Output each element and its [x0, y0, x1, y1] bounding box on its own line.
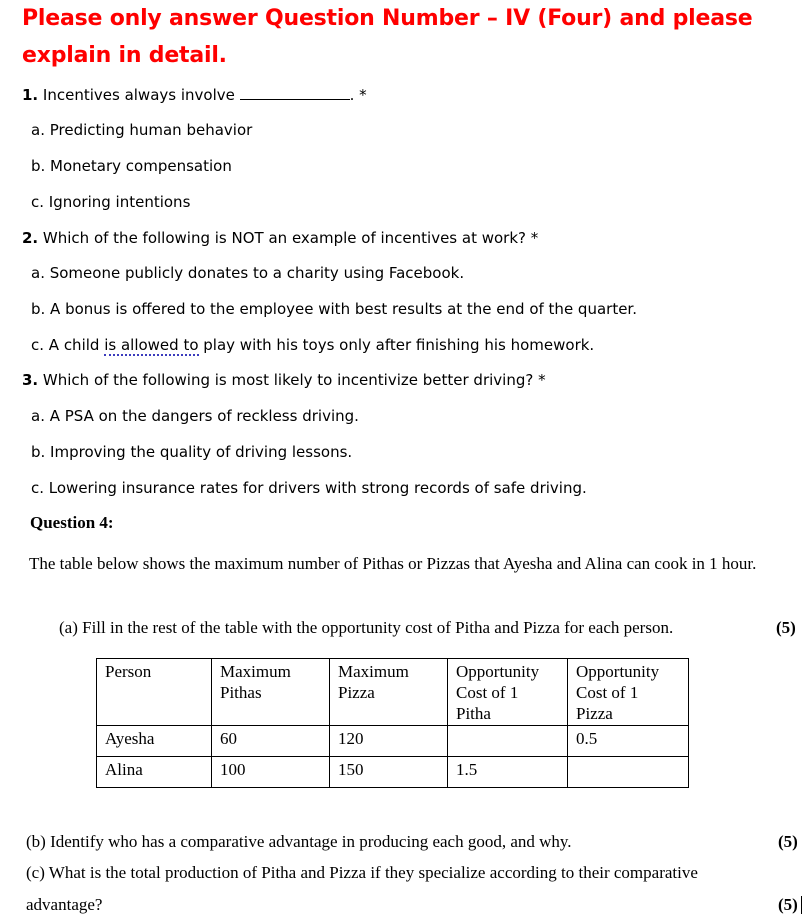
question-2-option-a: a. Someone publicly donates to a charity using Facebook. — [31, 264, 465, 282]
question-2-number: 2. — [22, 229, 39, 247]
question-1-number: 1. — [22, 86, 39, 104]
question-2 — [22, 228, 538, 248]
question-2-option-b: b. A bonus is offered to the employee with best results at the end of the quarter. — [31, 300, 637, 318]
question-4-title: Question 4: — [30, 513, 114, 532]
part-b-marks: (5) — [778, 832, 798, 851]
cell-person: Ayesha — [97, 726, 212, 757]
part-a-marks: (5) — [776, 618, 796, 637]
question-3-text: Which of the following is most likely to incentivize better driving? * — [42, 371, 546, 389]
cell-person: Alina — [97, 757, 212, 788]
question-1-option-a: a. Predicting human behavior — [31, 121, 253, 139]
header-oc-pizza: Opportunity Cost of 1 Pizza — [568, 659, 689, 726]
question-1-option-c: c. Ignoring intentions — [31, 193, 191, 211]
text-cursor — [801, 896, 802, 914]
question-2-option-c-start: c. A child — [31, 336, 105, 354]
question-1-suffix: . * — [349, 86, 367, 104]
instruction-headline: Please only answer Question Number – IV (Four) and please explain in detail. — [22, 6, 753, 68]
question-4-part-c: (c) What is the total production of Pitha and Pizza if they specialize according to their comparative — [26, 863, 698, 882]
question-3 — [22, 370, 546, 390]
cell-max-pizza: 150 — [330, 757, 448, 788]
cell-max-pizza: 120 — [330, 726, 448, 757]
question-3-option-c: c. Lowering insurance rates for drivers with strong records of safe driving. — [31, 479, 587, 497]
question-2-text: Which of the following is NOT an example of incentives at work? * — [42, 229, 539, 247]
question-4-part-b: (b) Identify who has a comparative advantage in producing each good, and why. — [26, 832, 572, 851]
question-3-number: 3. — [22, 371, 39, 389]
question-1 — [22, 85, 367, 105]
question-3-option-a: a. A PSA on the dangers of reckless driving. — [31, 407, 359, 425]
question-1-text: Incentives always involve — [42, 86, 240, 104]
cell-oc-pizza — [568, 757, 689, 788]
answer-blank — [240, 86, 350, 100]
question-3-option-b: b. Improving the quality of driving lessons. — [31, 443, 353, 461]
cell-oc-pizza: 0.5 — [568, 726, 689, 757]
cell-max-pithas: 100 — [212, 757, 330, 788]
question-1-option-b: b. Monetary compensation — [31, 157, 232, 175]
header-max-pizza: Maximum Pizza — [330, 659, 448, 726]
question-4-part-c-continued: advantage? — [26, 895, 103, 914]
part-c-marks: (5) — [778, 895, 798, 914]
question-2-option-c-end: play with his toys only after finishing his homework. — [198, 336, 595, 354]
spellcheck-marked-phrase: is allowed to — [104, 336, 199, 354]
cell-max-pithas: 60 — [212, 726, 330, 757]
question-2-option-c — [31, 335, 594, 355]
opportunity-cost-table — [96, 658, 689, 788]
question-4-part-a: (a) Fill in the rest of the table with the opportunity cost of Pitha and Pizza for each person. — [59, 618, 674, 637]
question-4-intro: The table below shows the maximum number of Pithas or Pizzas that Ayesha and Alina can cook in 1 hour. — [29, 554, 757, 573]
header-person: Person — [97, 659, 212, 726]
table-row — [97, 726, 689, 757]
header-oc-pitha: Opportunity Cost of 1 Pitha — [448, 659, 568, 726]
cell-oc-pitha — [448, 726, 568, 757]
cell-oc-pitha: 1.5 — [448, 757, 568, 788]
header-max-pithas: Maximum Pithas — [212, 659, 330, 726]
table-header-row — [97, 659, 689, 726]
table-row — [97, 757, 689, 788]
